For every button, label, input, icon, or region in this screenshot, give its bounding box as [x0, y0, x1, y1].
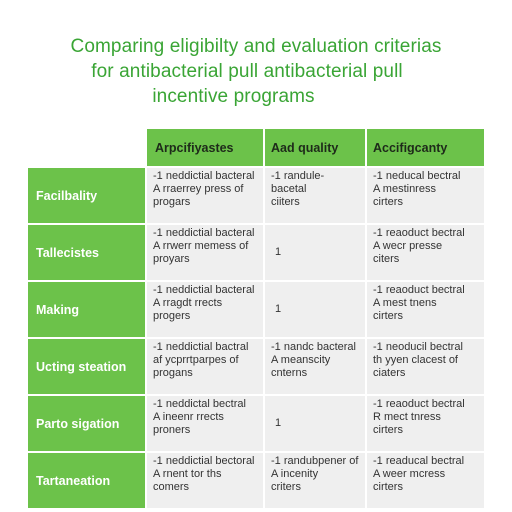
table-header-row: [28, 129, 484, 166]
table-row: [28, 168, 484, 223]
table-row: [28, 339, 484, 394]
row-header: Tartaneation: [28, 453, 145, 508]
table-row: [28, 225, 484, 280]
title-line-3: incentive programs: [152, 86, 315, 107]
table-cell: -1 randule-bacetal ciiters: [265, 168, 365, 223]
table-cell: -1 neddictial bectoral A rnent tor ths comers: [147, 453, 263, 508]
table-row: [28, 453, 484, 508]
header-empty-cell: [28, 129, 145, 166]
table-cell: -1 neddictial bacteral A rraerrey press of progars: [147, 168, 263, 223]
column-header: Arpcifiyastes: [147, 129, 263, 166]
row-header: Making: [28, 282, 145, 337]
row-header: Tallecistes: [28, 225, 145, 280]
table-cell: -1 nandc bacteral A meanscity cnterns: [265, 339, 365, 394]
table-cell: -1 neducal bectral A mestinress cirters: [367, 168, 484, 223]
row-header: Facilbality: [28, 168, 145, 223]
row-header: Parto sigation: [28, 396, 145, 451]
page-title: [0, 34, 512, 109]
criteria-table: [26, 127, 486, 510]
title-line-1: Comparing eligibilty and evaluation criterias: [70, 36, 442, 57]
table-cell: -1 neddictial bacteral A rrwerr memess of proyars: [147, 225, 263, 280]
table-cell: -1 reaoduct bectral A mest tnens cirters: [367, 282, 484, 337]
column-header: Aad quality: [265, 129, 365, 166]
table-cell: -1 neddictial bacteral A rragdt rrects progers: [147, 282, 263, 337]
table-cell: -1 neoducil bectral th yyen clacest of ciaters: [367, 339, 484, 394]
table-cell: -1 reaoduct bectral R mect tnress cirters: [367, 396, 484, 451]
column-header: Accifigcanty: [367, 129, 484, 166]
table-cell: 1: [265, 225, 365, 280]
title-line-2: for antibacterial pull antibacterial pull: [91, 61, 403, 82]
table-cell: 1: [265, 282, 365, 337]
table-cell: 1: [265, 396, 365, 451]
table-cell: -1 reaoduct bectral A wecr presse citers: [367, 225, 484, 280]
table-cell: -1 randubpener of A incenity criters: [265, 453, 365, 508]
table-cell: -1 neddictial bactral af ycprrtparpes of progans: [147, 339, 263, 394]
table-cell: -1 readucal bectral A weer mcress cirters: [367, 453, 484, 508]
table-row: [28, 396, 484, 451]
table-row: [28, 282, 484, 337]
row-header: Ucting steation: [28, 339, 145, 394]
table-cell: -1 neddictal bectral A ineenr rrects proners: [147, 396, 263, 451]
